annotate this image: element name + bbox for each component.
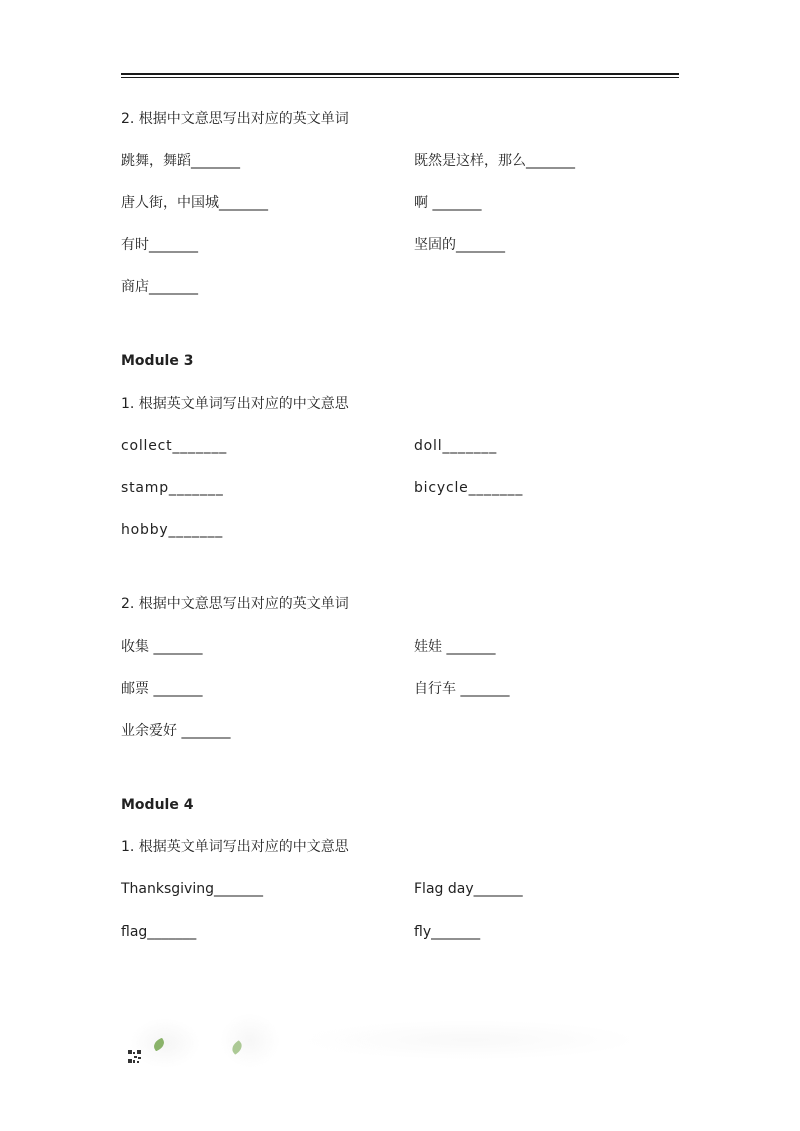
- question-item: 收集 _______: [121, 639, 203, 655]
- question-item: 自行车 _______: [414, 681, 510, 697]
- instruction: 1. 根据英文单词写出对应的中文意思: [121, 396, 349, 412]
- instruction: 2. 根据中文意思写出对应的英文单词: [121, 596, 349, 612]
- instruction: 2. 根据中文意思写出对应的英文单词: [121, 111, 349, 127]
- module-3-heading: Module 3: [121, 353, 194, 369]
- question-item: 娃娃 _______: [414, 639, 496, 655]
- question-item: 唐人街，中国城_______: [121, 195, 268, 211]
- question-item: stamp_______: [121, 480, 224, 496]
- question-item: 坚固的_______: [414, 237, 505, 253]
- question-item: 商店_______: [121, 279, 198, 295]
- question-item: 有时_______: [121, 237, 198, 253]
- question-item: flag_______: [121, 924, 197, 940]
- question-item: doll_______: [414, 438, 498, 454]
- question-item: fly_______: [414, 924, 481, 940]
- module-4-heading: Module 4: [121, 797, 194, 813]
- question-item: 邮票 _______: [121, 681, 203, 697]
- question-item: Flag day_______: [414, 881, 523, 897]
- header-rule-thin: [121, 77, 679, 78]
- question-item: hobby_______: [121, 522, 224, 538]
- question-item: 既然是这样，那么_______: [414, 153, 575, 169]
- qr-code-icon: [128, 1050, 141, 1063]
- question-item: Thanksgiving_______: [121, 881, 263, 897]
- question-item: collect_______: [121, 438, 228, 454]
- instruction: 1. 根据英文单词写出对应的中文意思: [121, 839, 349, 855]
- question-item: 业余爱好 _______: [121, 723, 231, 739]
- faded-footer-smudge: [130, 1008, 650, 1078]
- question-item: 跳舞，舞蹈_______: [121, 153, 240, 169]
- question-item: bicycle_______: [414, 480, 524, 496]
- header-rule-thick: [121, 73, 679, 75]
- question-item: 啊 _______: [414, 195, 482, 211]
